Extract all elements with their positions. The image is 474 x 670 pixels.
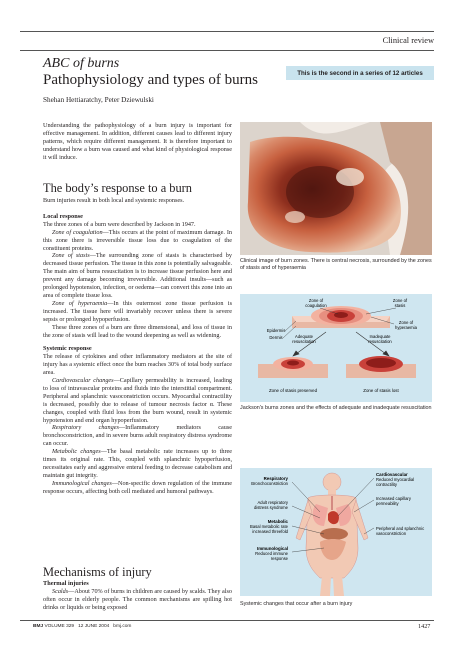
journal-name: BMJ — [33, 624, 44, 629]
metabolic-paragraph — [43, 448, 232, 480]
term: Zone of hyperaemia — [52, 299, 108, 307]
text: —Non-specific down regulation of the immune response occurs, affecting both cell mediated and humoral pathways. — [43, 479, 232, 495]
section-heading-mechanisms: Mechanisms of injury — [43, 565, 152, 579]
photo-caption: Clinical image of burn zones. There is central necrosis, surrounded by the zones of stasis and of hyperaemia — [240, 258, 432, 271]
label-stasis-preserved: Zone of stasis preserved — [268, 388, 318, 393]
term: Zone of coagulation — [52, 228, 103, 236]
zones-summary-paragraph: These three zones of a burn are three dimensional, and loss of tissue in the zone of stasis will lead to the wound deepening as well as widening. — [43, 323, 232, 339]
label-adequate-1: Adequate — [295, 334, 313, 339]
capillary-label-1: Increased capillary — [376, 496, 411, 501]
section-label: Clinical review — [382, 36, 434, 45]
text: —In this outermost zone tissue perfusion is increased. The tissue here will invariably recover unless there is severe sepsis or prolonged hypoperfusion. — [43, 299, 232, 323]
burn-zones-photo — [240, 122, 432, 255]
label-zone-hyperaemia-1: Zone of — [398, 320, 414, 325]
respiratory-detail: Bronchoconstriction — [251, 481, 288, 486]
site-link[interactable]: bmj.com — [113, 624, 132, 629]
metabolic-detail-1: Basal metabolic rate — [250, 524, 288, 529]
term: Cardiovascular changes — [52, 377, 114, 385]
label-inadequate-1: Inadequate — [369, 334, 391, 339]
label-epidermis: Epidermis — [266, 328, 286, 333]
metabolic-detail-2: increased threefold — [252, 529, 288, 534]
label-zone-stasis-2: stasis — [394, 303, 406, 308]
metabolic-label: Metabolic — [267, 519, 288, 524]
cardiovascular-paragraph — [43, 377, 232, 424]
label-zone-coagulation-2: coagulation — [305, 303, 327, 308]
systemic-caption: Systemic changes that occur after a burn injury — [240, 601, 353, 607]
top-rule — [20, 31, 434, 32]
term: Immunological changes — [52, 479, 112, 487]
label-dermis: Dermis — [269, 335, 283, 340]
authors: Shehan Hettiaratchy, Peter Dziewulski — [43, 96, 154, 104]
cardiovascular-label: Cardiovascular — [376, 472, 408, 477]
header-rule — [20, 50, 434, 51]
systemic-response-heading: Systemic response — [43, 345, 92, 353]
section-lead: Burn injuries result in both local and systemic responses. — [43, 197, 185, 204]
label-zone-stasis-1: Zone of — [392, 298, 408, 303]
systemic-intro: The release of cytokines and other inflammatory mediators at the site of injury has a systemic effect once the burn reaches 30% of total body surface area. — [43, 353, 232, 377]
immunological-detail-2: response — [270, 556, 288, 561]
term: Metabolic changes — [52, 448, 101, 456]
text: —The basal metabolic rate increases up to three times its original rate. This, coupled with splanchnic hypoperfusion, necessitates early and aggressive enteral feeding to decrease catabolism and maintain gut integrity. — [43, 448, 232, 479]
capillary-label-2: permeability — [376, 501, 399, 506]
peripheral-label-2: vasoconstriction — [376, 531, 407, 536]
cardiovascular-detail-1: Reduced myocardial — [376, 477, 415, 482]
zones-caption: Jackson's burns zones and the effects of adequate and inadequate resuscitation — [240, 405, 432, 411]
zone-coagulation-paragraph — [43, 229, 232, 253]
jackson-zones-diagram — [240, 294, 432, 402]
text: —The surrounding zone of stasis is characterised by decreased tissue perfusion. The tissue in this zone is potentially salvageable. The main aim of burns resuscitation is to increase tissue perfusion here and prevent any damage becoming irreversible. Additional insults—such as prolonged hypotension, infection, or oedema—can convert this zone into an area of complete tissue loss. — [43, 252, 232, 299]
footer-rule — [20, 620, 434, 621]
section-heading-body-response: The body’s response to a burn — [43, 181, 193, 195]
text: —Capillary permeability is increased, leading to loss of intravascular proteins and fluids into the interstitial compartment. Peripheral and splanchnic vasoconstriction occurs. Myocardial contractility is decreased, possibly due to release of tumour necrosis factor α. These changes, coupled with fluid loss from the burn wound, result in systemic hypotension and end organ hypoperfusion. — [43, 377, 233, 424]
label-adequate-2: resuscitation — [292, 339, 316, 344]
body-response-section — [43, 197, 232, 496]
term: Scalds — [52, 587, 69, 595]
zone-hyperaemia-paragraph — [43, 300, 232, 324]
systemic-changes-diagram — [240, 468, 432, 596]
zone-stasis-paragraph — [43, 252, 232, 299]
respiratory-label: Respiratory — [263, 476, 288, 481]
page-number: 1427 — [418, 623, 431, 630]
local-response-heading: Local response — [43, 212, 83, 220]
term: Respiratory changes — [52, 424, 119, 432]
article-title: Pathophysiology and types of burns — [43, 72, 258, 88]
respiratory-paragraph — [43, 424, 232, 448]
mechanisms-section — [43, 580, 232, 612]
thermal-injuries-heading: Thermal injuries — [43, 580, 89, 587]
scalds-paragraph — [43, 588, 232, 612]
peripheral-label-1: Peripheral and splanchnic — [376, 526, 425, 531]
series-note-box: This is the second in a series of 12 articles — [286, 66, 434, 80]
label-inadequate-2: resuscitation — [368, 339, 392, 344]
text: —Inflammatory mediators cause bronchoconstriction, and in severe burns adult respiratory distress syndrome can occur. — [43, 424, 232, 448]
footer-citation — [33, 624, 131, 629]
issue-date: 12 JUNE 2004 — [78, 624, 110, 629]
immunological-detail-1: Reduced immune — [255, 551, 288, 556]
label-zone-coagulation-1: Zone of — [308, 298, 324, 303]
ards-label-1: Adult respiratory — [257, 500, 288, 505]
label-stasis-lost: Zone of stasis lost — [363, 388, 399, 393]
cardiovascular-detail-2: contractility — [376, 482, 397, 487]
volume: VOLUME 329 — [44, 624, 75, 629]
text: —About 70% of burns in children are caused by scalds. They also often occur in elderly people. The common mechanisms are spilling hot drinks or liquids or being exposed — [43, 587, 232, 611]
intro-paragraph — [43, 122, 232, 162]
intro-text: Understanding the pathophysiology of a burn injury is important for effective management. In addition, different causes lead to different injury patterns, which require different management. It is therefore important to understand how a burn was caused and what kind of physiological response it will induce. — [43, 122, 232, 161]
term: Zone of stasis — [52, 252, 90, 260]
immunological-paragraph — [43, 480, 232, 496]
immunological-label: Immunological — [257, 546, 288, 551]
local-response-intro: The three zones of a burn were described by Jackson in 1947. — [43, 220, 196, 228]
text: —This occurs at the point of maximum damage. In this zone there is irreversible tissue loss due to coagulation of the constituent proteins. — [43, 228, 232, 252]
series-title: ABC of burns — [43, 56, 120, 71]
label-zone-hyperaemia-2: hyperaemia — [395, 325, 417, 330]
ards-label-2: distress syndrome — [254, 505, 288, 510]
